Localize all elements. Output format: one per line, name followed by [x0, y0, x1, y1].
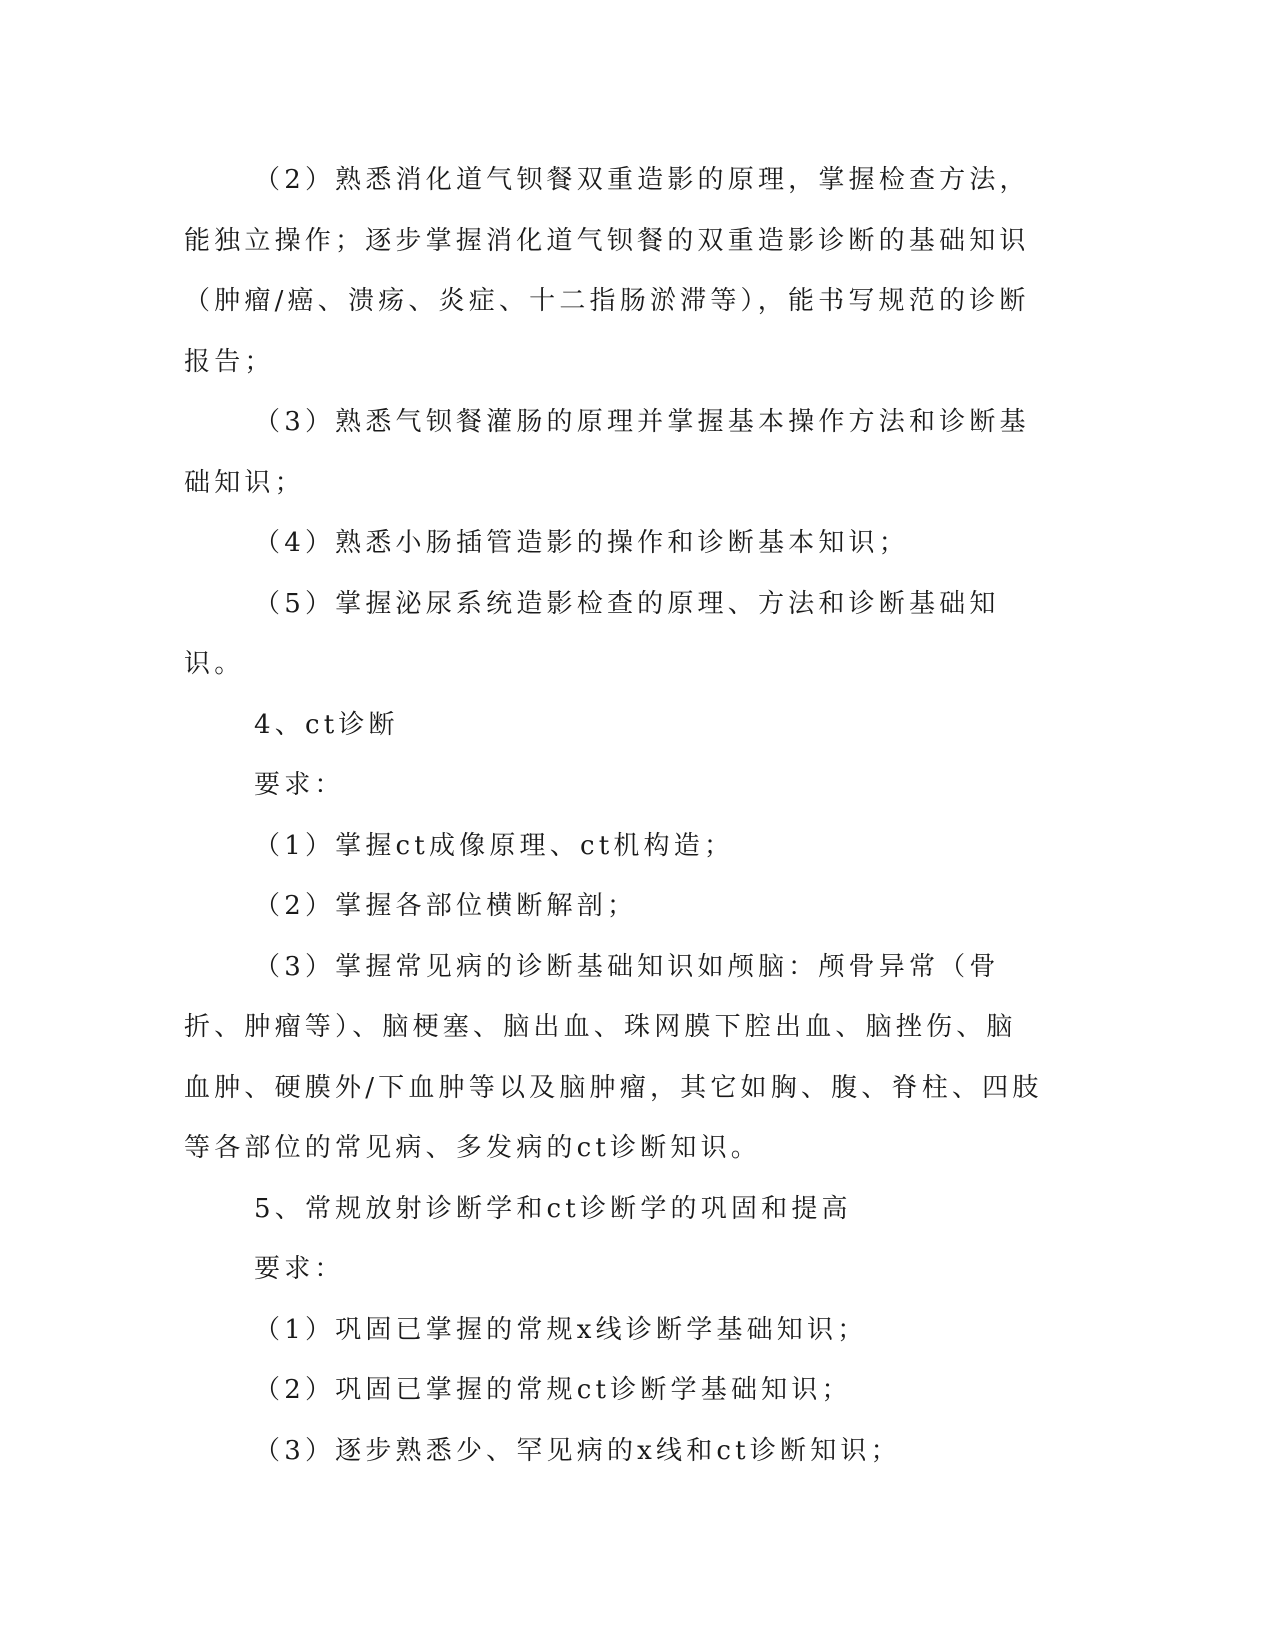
requirements-label: 要求： [254, 770, 345, 800]
paragraph-urinary: （5）掌握泌尿系统造影检查的原理、方法和诊断基础知识。 [184, 588, 1000, 679]
paragraph-double-contrast: （2）熟悉消化道气钡餐双重造影的原理，掌握检查方法，能独立操作；逐步掌握消化道气钡餐的双重造影诊断的基础知识（肿瘤/癌、溃疡、炎症、十二指肠淤滞等），能书写规范的诊断报告； [184, 165, 1030, 377]
section-heading-consolidation: 5、常规放射诊断学和ct诊断学的巩固和提高 [254, 1193, 852, 1224]
section-heading-ct: 4、ct诊断 [254, 709, 399, 740]
requirements-label: 要求： [254, 1254, 345, 1284]
paragraph-small-bowel: （4）熟悉小肠插管造影的操作和诊断基本知识； [254, 528, 909, 558]
paragraph-anatomy: （2）掌握各部位横断解剖； [254, 891, 638, 921]
paragraph-barium-enema: （3）熟悉气钡餐灌肠的原理并掌握基本操作方法和诊断基础知识； [184, 407, 1030, 498]
paragraph-common-diseases: （3）掌握常见病的诊断基础知识如颅脑：颅骨异常（骨折、肿瘤等）、脑梗塞、脑出血、珠网膜下腔出血、脑挫伤、脑血肿、硬膜外/下血肿等以及脑肿瘤，其它如胸、腹、脊柱、四肢等各部位的常见病、多发病的ct诊断知识。 [184, 951, 1043, 1163]
paragraph-rare-diseases: （3）逐步熟悉少、罕见病的x线和ct诊断知识； [254, 1435, 901, 1466]
paragraph-ct-basics: （2）巩固已掌握的常规ct诊断学基础知识； [254, 1375, 852, 1405]
paragraph-ct-principle: （1）掌握ct成像原理、ct机构造； [254, 830, 735, 861]
paragraph-xray-basics: （1）巩固已掌握的常规x线诊断学基础知识； [254, 1314, 868, 1345]
document-body [184, 150, 1044, 1481]
